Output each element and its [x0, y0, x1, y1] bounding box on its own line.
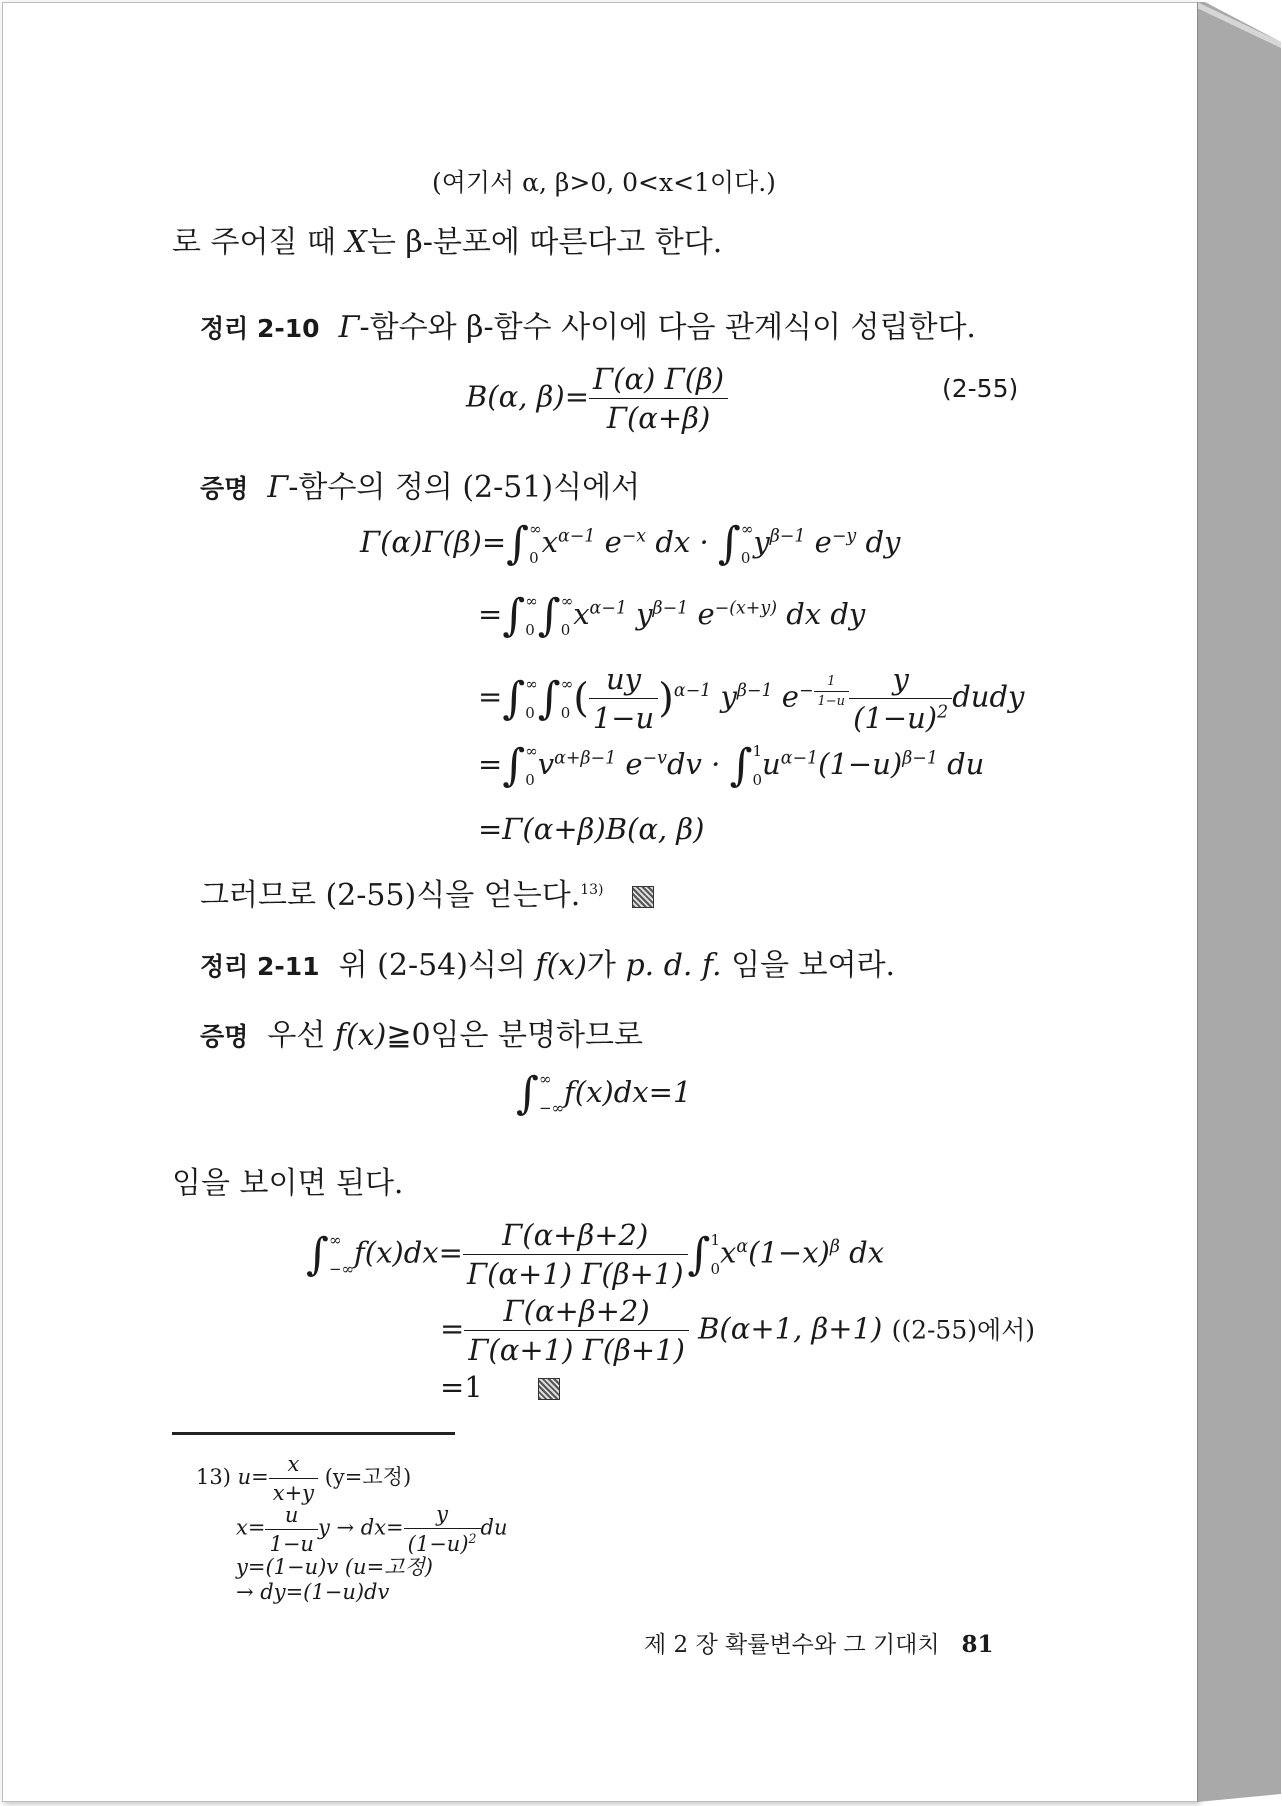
derivation-line-2 — [478, 590, 866, 641]
proof-label: 증명 — [200, 1022, 249, 1051]
conclusion-line — [200, 870, 654, 914]
exponent: −(x+y) — [714, 598, 777, 619]
upper-limit: ∞ — [560, 592, 574, 610]
footnote-line-3: y=(1−u)v (u=고정) — [236, 1555, 433, 1579]
footnote-number: 13) — [196, 1465, 231, 1489]
integral-sign: ∫ — [502, 740, 526, 791]
eq-numerator: Γ(α) Γ(β) — [589, 362, 728, 399]
term: e — [781, 679, 799, 714]
eq-lhs: B(α, β)= — [466, 379, 590, 414]
term: y — [753, 525, 770, 559]
term: y → dx= — [317, 1515, 404, 1540]
page-stack-side — [1197, 2, 1281, 1802]
exponent: α−1 — [557, 526, 596, 547]
integral-limits — [539, 1072, 564, 1116]
theorem-text: -함수와 β-함수 사이에 다음 관계식이 성립한다. — [359, 310, 976, 345]
note: (y=고정) — [324, 1465, 412, 1489]
lower-limit: 0 — [525, 703, 535, 722]
exponent: −v — [642, 748, 667, 769]
numerator: Γ(α+β+2) — [464, 1294, 689, 1331]
upper-limit: ∞ — [525, 674, 538, 693]
term: y — [720, 679, 737, 714]
lower-limit: 0 — [560, 703, 571, 722]
denominator: 1−u — [269, 1531, 314, 1556]
equals: = — [440, 1311, 465, 1346]
theorem-2-10 — [200, 302, 976, 346]
fraction — [404, 1502, 481, 1556]
term: e — [697, 597, 715, 631]
deriv-lhs: Γ(α)Γ(β)= — [360, 525, 507, 559]
final-line-1 — [306, 1218, 884, 1291]
small-fraction — [814, 674, 850, 709]
lower-limit: 0 — [560, 621, 571, 639]
denominator-base: (1−u) — [853, 701, 938, 735]
proof-text: 우선 — [267, 1018, 335, 1053]
exponent: 2 — [468, 1531, 477, 1546]
integrand: f(x)dx=1 — [564, 1075, 692, 1109]
gamma-fraction — [464, 1294, 689, 1367]
derivation-line-4 — [478, 740, 985, 791]
theorem-2-11 — [200, 940, 895, 984]
page-number: 81 — [961, 1631, 994, 1658]
upper-limit: ∞ — [328, 1230, 342, 1249]
denominator-base: (1−u) — [407, 1532, 469, 1556]
upper-limit: ∞ — [525, 742, 538, 760]
lower-limit: 0 — [525, 771, 535, 789]
numerator: y — [404, 1502, 481, 1529]
exponent: α — [736, 1236, 749, 1257]
term: u — [762, 747, 781, 781]
exponent: β−1 — [652, 598, 689, 619]
proof-text: ≧0임은 분명하므로 — [386, 1018, 643, 1053]
integral-sign: ∫ — [516, 1068, 539, 1119]
theorem-label: 정리 2-11 — [200, 952, 320, 981]
gamma-fraction — [463, 1218, 688, 1291]
theorem-label: 정리 2-10 — [200, 314, 320, 343]
eq-fraction — [589, 362, 728, 435]
lower-limit: 0 — [710, 1259, 721, 1278]
final-lhs: f(x)dx= — [354, 1235, 463, 1270]
lower-limit: 0 — [752, 771, 763, 789]
term: dy — [865, 525, 901, 559]
beta-term: B(α+1, β+1) — [698, 1311, 883, 1346]
lower-limit: 0 — [740, 549, 751, 567]
eq-denominator: Γ(α+β) — [606, 401, 711, 435]
exponent: 2 — [937, 702, 949, 723]
term: dv · — [666, 747, 721, 781]
proof-text: -함수의 정의 (2-51)식에서 — [288, 470, 641, 505]
theorem-text: 위 (2-54)식의 — [338, 948, 536, 983]
gamma-symbol: Γ — [267, 470, 289, 505]
integral-limits — [561, 594, 574, 638]
integral-limits — [753, 744, 763, 788]
derivation-line-5: =Γ(α+β)B(α, β) — [478, 812, 705, 846]
integral-sign: ∫ — [537, 672, 561, 724]
numerator: Γ(α+β+2) — [463, 1218, 688, 1255]
footnote-ref: 13) — [580, 882, 604, 898]
upper-limit: ∞ — [529, 520, 542, 538]
term: x= — [236, 1515, 266, 1540]
integral-limits — [560, 674, 574, 722]
line1-text-end: 는 β-분포에 따른다고 한다. — [366, 225, 723, 260]
denominator: 1−u — [817, 693, 846, 709]
integral-equals-one — [516, 1068, 692, 1119]
beta-condition: (여기서 α, β>0, 0<x<1이다.) — [432, 168, 776, 197]
gamma-symbol: Γ — [338, 310, 360, 345]
exponent: β−1 — [736, 680, 773, 701]
derivation-line-1 — [360, 518, 901, 569]
integral-sign: ∫ — [506, 518, 530, 569]
denominator — [849, 699, 952, 735]
footnote-line-4: → dy=(1−u)dv — [236, 1580, 390, 1604]
running-footer — [644, 1626, 994, 1659]
integral-sign: ∫ — [306, 1228, 329, 1280]
fraction — [265, 1503, 317, 1556]
theorem-text: 가 — [586, 948, 626, 983]
integral-limits — [525, 594, 538, 638]
derivation-line-3 — [478, 662, 1024, 735]
lower-limit: −∞ — [538, 1099, 565, 1117]
integral-limits — [328, 1230, 355, 1278]
var-x: X — [345, 225, 367, 260]
equation-2-55 — [466, 362, 728, 435]
denominator: x+y — [272, 1481, 315, 1505]
term: x — [541, 525, 558, 559]
integral-sign: ∫ — [502, 672, 526, 724]
term: e — [814, 525, 832, 559]
exponent: −x — [621, 526, 647, 547]
term: u= — [237, 1465, 269, 1489]
proof-1 — [200, 462, 640, 506]
exponent: β−1 — [902, 748, 938, 769]
exponent: α−1 — [673, 680, 712, 701]
exponent: −y — [831, 526, 857, 547]
chapter-title: 제 2 장 확률변수와 그 기대치 — [644, 1632, 940, 1658]
upper-limit: ∞ — [740, 520, 754, 538]
numerator: y — [849, 662, 952, 699]
integral-limits — [529, 522, 542, 566]
reference-note: ((2-55)에서) — [891, 1315, 1036, 1345]
integral-limits — [741, 522, 754, 566]
right-paren: ) — [658, 675, 674, 722]
line1-text: 로 주어질 때 — [172, 225, 346, 260]
term: y — [636, 597, 653, 631]
fraction-y — [849, 662, 952, 735]
integral-limits — [525, 744, 538, 788]
term: v — [537, 747, 555, 781]
fx: f(x) — [535, 948, 587, 983]
numerator: u — [265, 1503, 317, 1530]
proof-label: 증명 — [200, 474, 249, 503]
upper-limit: ∞ — [560, 674, 574, 693]
theorem-text: 임을 보여라. — [721, 948, 896, 983]
footnote-line-1 — [196, 1452, 411, 1505]
term: (1−x) — [748, 1235, 830, 1270]
equals: = — [478, 597, 503, 631]
beta-definition-line — [172, 217, 722, 261]
term: du — [480, 1515, 508, 1540]
term: x — [573, 597, 590, 631]
qed-box-icon — [538, 1378, 560, 1400]
exponent-fraction: − 1 1−u — [799, 681, 849, 701]
integral-sign: ∫ — [687, 1228, 711, 1280]
equals: = — [478, 747, 503, 781]
term: du — [947, 747, 985, 781]
final-line-2 — [440, 1294, 1035, 1367]
conclusion-text: 그러므로 (2-55)식을 얻는다. — [200, 878, 581, 913]
integral-sign: ∫ — [502, 590, 526, 641]
term: x — [720, 1235, 737, 1270]
fx: f(x) — [334, 1018, 387, 1053]
term: dx · — [655, 525, 709, 559]
numerator: uy — [589, 662, 658, 699]
lower-limit: 0 — [529, 549, 539, 567]
left-paren: ( — [573, 675, 589, 722]
show-line: 임을 보이면 된다. — [172, 1166, 404, 1201]
lower-limit: −∞ — [328, 1259, 355, 1278]
term: dudy — [952, 679, 1025, 714]
integral-sign: ∫ — [729, 740, 753, 791]
term: e — [625, 747, 643, 781]
qed-box-icon — [632, 886, 654, 908]
exponent: α−1 — [780, 748, 819, 769]
integral-sign: ∫ — [717, 518, 741, 569]
footnote-rule — [172, 1432, 455, 1435]
final-line-3 — [440, 1370, 560, 1404]
upper-limit: ∞ — [538, 1070, 552, 1088]
proof-2 — [200, 1010, 643, 1054]
equals: = — [478, 679, 503, 714]
upper-limit: 1 — [710, 1230, 721, 1249]
denominator: 1−u — [592, 701, 655, 735]
fraction — [269, 1452, 318, 1505]
fraction-uy — [589, 662, 658, 735]
numerator: x — [269, 1452, 318, 1479]
denominator: Γ(α+1) Γ(β+1) — [468, 1333, 685, 1367]
footnote-line-2 — [236, 1502, 508, 1556]
term: e — [604, 525, 622, 559]
numerator: 1 — [814, 674, 850, 692]
term: dx — [849, 1235, 885, 1270]
denominator: Γ(α+1) Γ(β+1) — [466, 1257, 684, 1291]
lower-limit: 0 — [525, 621, 535, 639]
exponent: α+β−1 — [554, 748, 617, 769]
pdf-abbrev: p. d. f. — [625, 948, 722, 983]
equation-number: (2-55) — [942, 374, 1019, 403]
term: dx dy — [786, 597, 866, 631]
upper-limit: 1 — [752, 742, 763, 760]
integral-limits — [710, 1230, 721, 1278]
term: (1−u) — [818, 747, 903, 781]
integral-limits — [525, 674, 538, 722]
exponent: β — [829, 1236, 840, 1257]
exponent: β−1 — [769, 526, 806, 547]
upper-limit: ∞ — [525, 592, 538, 610]
equals-one: =1 — [440, 1370, 483, 1404]
integral-sign: ∫ — [537, 590, 561, 641]
exponent: α−1 — [589, 598, 627, 619]
